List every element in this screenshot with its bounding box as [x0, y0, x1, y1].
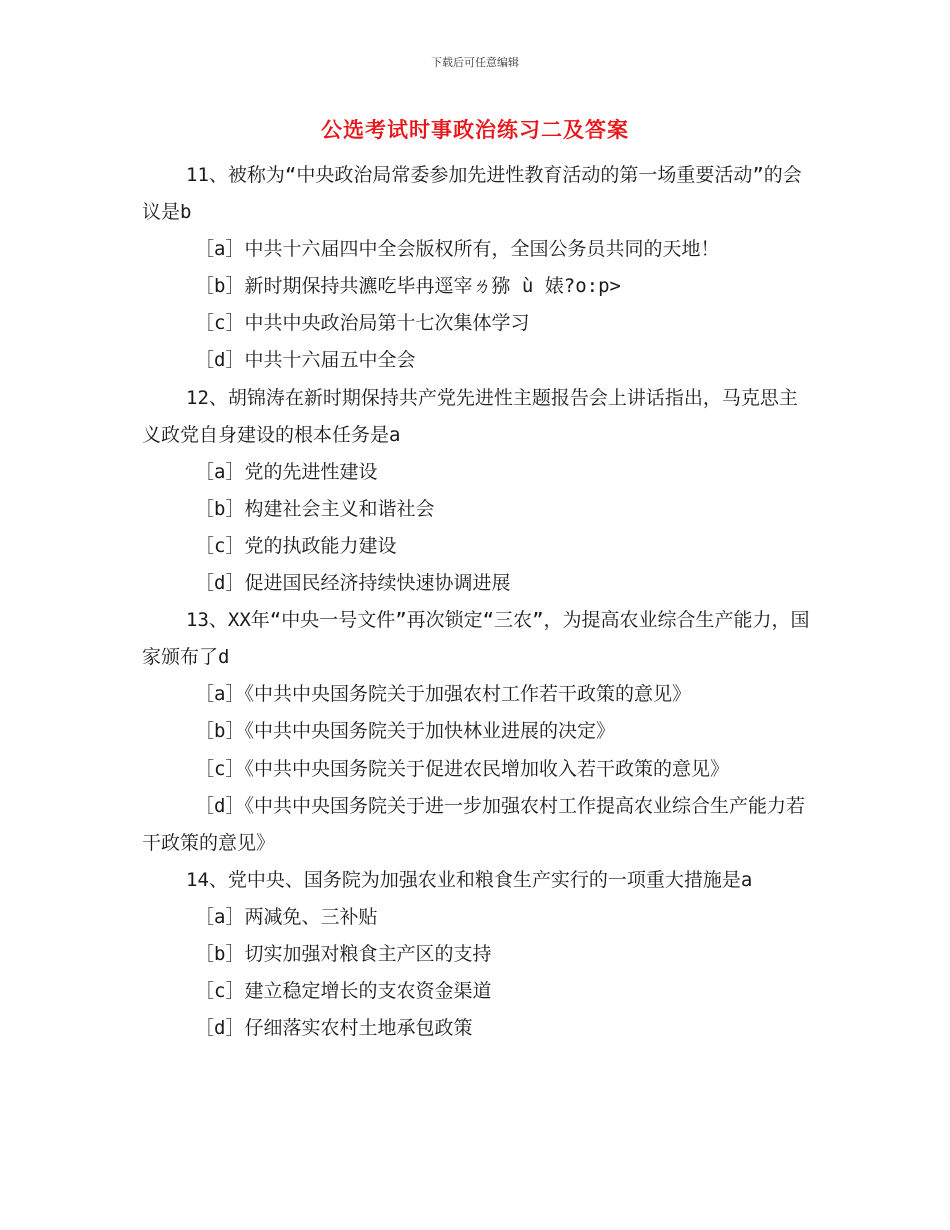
option-14-a: ［a］两减免、三补贴: [195, 905, 378, 928]
option-12-d: ［d］促进国民经济持续快速协调进展: [195, 572, 511, 595]
option-13-a: ［a］《中共中央国务院关于加强农村工作若干政策的意见》: [195, 683, 691, 706]
question-list: [142, 157, 810, 1047]
question-13: 13、XX年“中央一号文件”再次锁定“三农”，为提高农业综合生产能力，国家颁布了d: [142, 609, 810, 669]
question-14: 14、党中央、国务院为加强农业和粮食生产实行的一项重大措施是a: [186, 868, 753, 891]
option-11-b: ［b］新时期保持共瀌吃毕冉逕宰ㄌ猕 ù 婊?o:p>: [195, 275, 621, 298]
option-11-c: ［c］中共中央政治局第十七次集体学习: [195, 312, 530, 335]
option-14-b: ［b］切实加强对粮食主产区的支持: [195, 942, 492, 965]
question-11: 11、被称为“中央政治局常委参加先进性教育活动的第一场重要活动”的会议是b: [142, 164, 802, 224]
option-13-d: ［d］《中共中央国务院关于进一步加强农村工作提高农业综合生产能力若干政策的意见》: [142, 794, 805, 854]
option-11-d: ［d］中共十六届五中全会: [195, 349, 416, 372]
option-14-c: ［c］建立稳定增长的支农资金渠道: [195, 980, 492, 1003]
option-13-b: ［b］《中共中央国务院关于加快林业进展的决定》: [195, 720, 615, 743]
option-11-a: ［a］中共十六届四中全会版权所有，全国公务员共同的天地！: [195, 238, 720, 261]
option-14-d: ［d］仔细落实农村土地承包政策: [195, 1017, 473, 1040]
header-note: 下载后可任意编辑: [431, 56, 519, 69]
option-12-a: ［a］党的先进性建设: [195, 460, 378, 483]
document-title: 公选考试时事政治练习二及答案: [321, 118, 629, 142]
option-12-c: ［c］党的执政能力建设: [195, 534, 397, 557]
option-13-c: ［c］《中共中央国务院关于促进农民增加收入若干政策的意见》: [195, 757, 729, 780]
question-12: 12、胡锦涛在新时期保持共产党先进性主题报告会上讲话指出，马克思主义政党自身建设的根本任务是a: [142, 386, 798, 446]
option-12-b: ［b］构建社会主义和谐社会: [195, 497, 435, 520]
